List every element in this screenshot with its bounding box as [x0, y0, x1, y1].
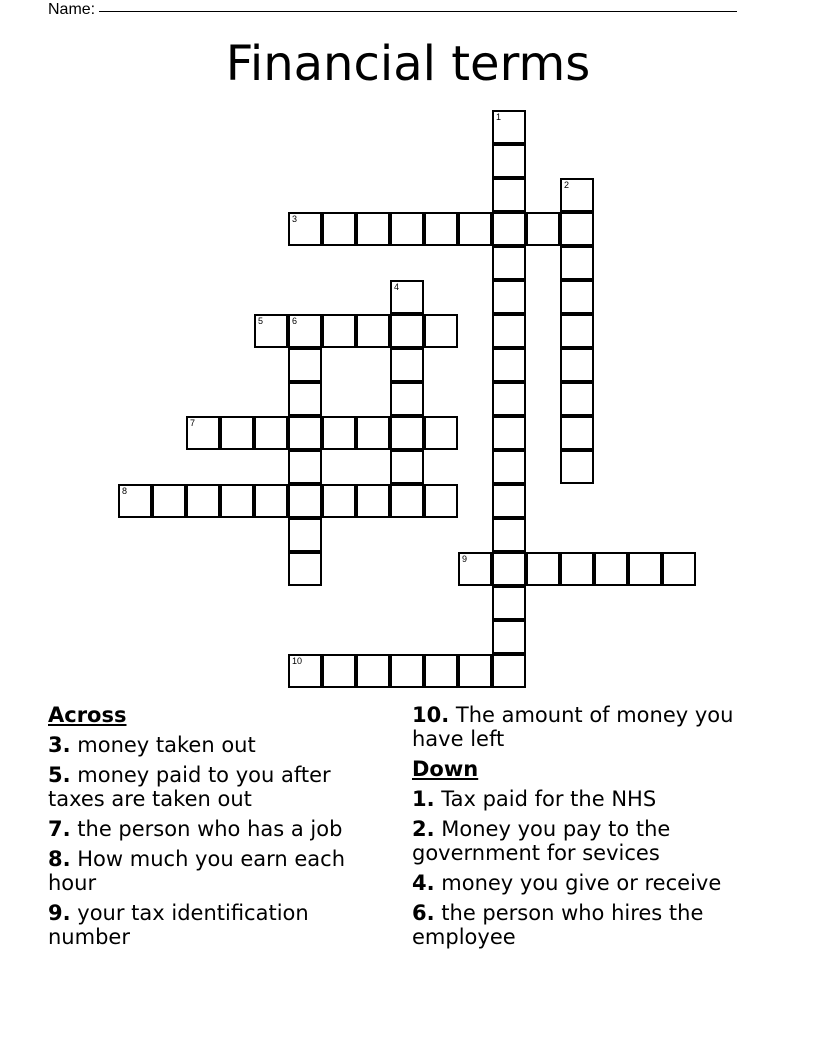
grid-cell[interactable]	[492, 654, 526, 688]
grid-cell[interactable]	[356, 314, 390, 348]
clue-number: 6.	[412, 901, 435, 925]
grid-cell[interactable]	[152, 484, 186, 518]
grid-cell[interactable]	[322, 416, 356, 450]
grid-cell[interactable]	[458, 552, 492, 586]
grid-cell[interactable]	[492, 620, 526, 654]
grid-cell[interactable]	[254, 484, 288, 518]
clue-across-10	[412, 703, 772, 751]
grid-cell[interactable]	[492, 212, 526, 246]
grid-cell[interactable]	[492, 416, 526, 450]
grid-cell[interactable]	[492, 484, 526, 518]
grid-cell[interactable]	[560, 382, 594, 416]
grid-cell[interactable]	[288, 484, 322, 518]
grid-cell[interactable]	[288, 552, 322, 586]
grid-cell[interactable]	[288, 212, 322, 246]
grid-cell[interactable]	[492, 144, 526, 178]
cell-number: 10	[292, 656, 303, 666]
clue-across-8	[48, 847, 378, 895]
grid-cell[interactable]	[322, 654, 356, 688]
clue-down-4	[412, 871, 772, 895]
grid-cell[interactable]	[322, 212, 356, 246]
grid-cell[interactable]	[492, 518, 526, 552]
grid-cell[interactable]	[662, 552, 696, 586]
grid-cell[interactable]	[288, 518, 322, 552]
clue-down-1	[412, 787, 772, 811]
grid-cell[interactable]	[424, 314, 458, 348]
grid-cell[interactable]	[390, 382, 424, 416]
cell-number: 2	[564, 180, 570, 190]
down-heading: Down	[412, 757, 479, 781]
cell-number: 1	[496, 112, 502, 122]
grid-cell[interactable]	[492, 280, 526, 314]
clue-text: the person who has a job	[70, 817, 343, 841]
grid-cell[interactable]	[356, 654, 390, 688]
clue-across-3	[48, 733, 378, 757]
cell-number: 6	[292, 316, 298, 326]
cell-number: 5	[258, 316, 264, 326]
grid-cell[interactable]	[458, 212, 492, 246]
grid-cell[interactable]	[560, 280, 594, 314]
grid-cell[interactable]	[118, 484, 152, 518]
grid-cell[interactable]	[492, 314, 526, 348]
grid-cell[interactable]	[322, 484, 356, 518]
grid-cell[interactable]	[288, 654, 322, 688]
grid-cell[interactable]	[424, 484, 458, 518]
grid-cell[interactable]	[492, 110, 526, 144]
cell-number: 7	[190, 418, 196, 428]
clue-number: 3.	[48, 733, 71, 757]
grid-cell[interactable]	[424, 416, 458, 450]
grid-cell[interactable]	[288, 314, 322, 348]
grid-cell[interactable]	[424, 654, 458, 688]
grid-cell[interactable]	[254, 314, 288, 348]
grid-cell[interactable]	[356, 212, 390, 246]
grid-cell[interactable]	[526, 552, 560, 586]
grid-cell[interactable]	[390, 280, 424, 314]
grid-cell[interactable]	[560, 212, 594, 246]
clue-text: Tax paid for the NHS	[434, 787, 657, 811]
clue-number: 1.	[412, 787, 435, 811]
clue-text: money you give or receive	[434, 871, 722, 895]
clue-text: money paid to you after taxes are taken out	[48, 763, 331, 811]
clues-column-right	[412, 703, 772, 955]
grid-cell[interactable]	[390, 314, 424, 348]
grid-cell[interactable]	[492, 178, 526, 212]
grid-cell[interactable]	[560, 552, 594, 586]
grid-cell[interactable]	[594, 552, 628, 586]
grid-cell[interactable]	[356, 416, 390, 450]
grid-cell[interactable]	[492, 552, 526, 586]
cell-number: 9	[462, 554, 468, 564]
grid-cell[interactable]	[186, 484, 220, 518]
grid-cell[interactable]	[492, 450, 526, 484]
grid-cell[interactable]	[492, 348, 526, 382]
grid-cell[interactable]	[356, 484, 390, 518]
page-title: Financial terms	[225, 36, 591, 92]
name-label: Name:	[48, 1, 96, 18]
clue-text: your tax identification number	[48, 901, 309, 949]
grid-cell[interactable]	[220, 416, 254, 450]
grid-cell[interactable]	[560, 416, 594, 450]
grid-cell[interactable]	[288, 416, 322, 450]
grid-cell[interactable]	[390, 348, 424, 382]
clue-down-6	[412, 901, 772, 949]
grid-cell[interactable]	[390, 416, 424, 450]
cell-number: 8	[122, 486, 128, 496]
grid-cell[interactable]	[492, 382, 526, 416]
clue-number: 10.	[412, 703, 450, 727]
across-heading: Across	[48, 703, 127, 727]
cell-number: 4	[394, 282, 400, 292]
grid-cell[interactable]	[390, 654, 424, 688]
grid-cell[interactable]	[492, 586, 526, 620]
grid-cell[interactable]	[492, 246, 526, 280]
clue-text: How much you earn each hour	[48, 847, 345, 895]
clue-number: 9.	[48, 901, 71, 925]
grid-cell[interactable]	[458, 654, 492, 688]
clue-text: the person who hires the employee	[412, 901, 704, 949]
clue-number: 4.	[412, 871, 435, 895]
clue-number: 8.	[48, 847, 71, 871]
clue-text: money taken out	[70, 733, 256, 757]
grid-cell[interactable]	[288, 348, 322, 382]
grid-cell[interactable]	[560, 314, 594, 348]
grid-cell[interactable]	[322, 314, 356, 348]
grid-cell[interactable]	[560, 246, 594, 280]
grid-cell[interactable]	[560, 178, 594, 212]
clue-number: 7.	[48, 817, 71, 841]
grid-cell[interactable]	[526, 212, 560, 246]
clue-across-9	[48, 901, 378, 949]
clues-column-left	[48, 703, 378, 955]
clue-text: The amount of money you have left	[412, 703, 734, 751]
cell-number: 3	[292, 214, 298, 224]
grid-cell[interactable]	[254, 416, 288, 450]
clue-across-7	[48, 817, 378, 841]
clue-text: Money you pay to the government for sevices	[412, 817, 671, 865]
grid-cell[interactable]	[390, 450, 424, 484]
grid-cell[interactable]	[424, 212, 458, 246]
grid-cell[interactable]	[390, 212, 424, 246]
grid-cell[interactable]	[288, 382, 322, 416]
grid-cell[interactable]	[390, 484, 424, 518]
grid-cell[interactable]	[628, 552, 662, 586]
clue-number: 2.	[412, 817, 435, 841]
clue-number: 5.	[48, 763, 71, 787]
clue-down-2	[412, 817, 772, 865]
grid-cell[interactable]	[288, 450, 322, 484]
grid-cell[interactable]	[560, 348, 594, 382]
grid-cell[interactable]	[220, 484, 254, 518]
grid-cell[interactable]	[560, 450, 594, 484]
clue-across-5	[48, 763, 378, 811]
grid-cell[interactable]	[186, 416, 220, 450]
